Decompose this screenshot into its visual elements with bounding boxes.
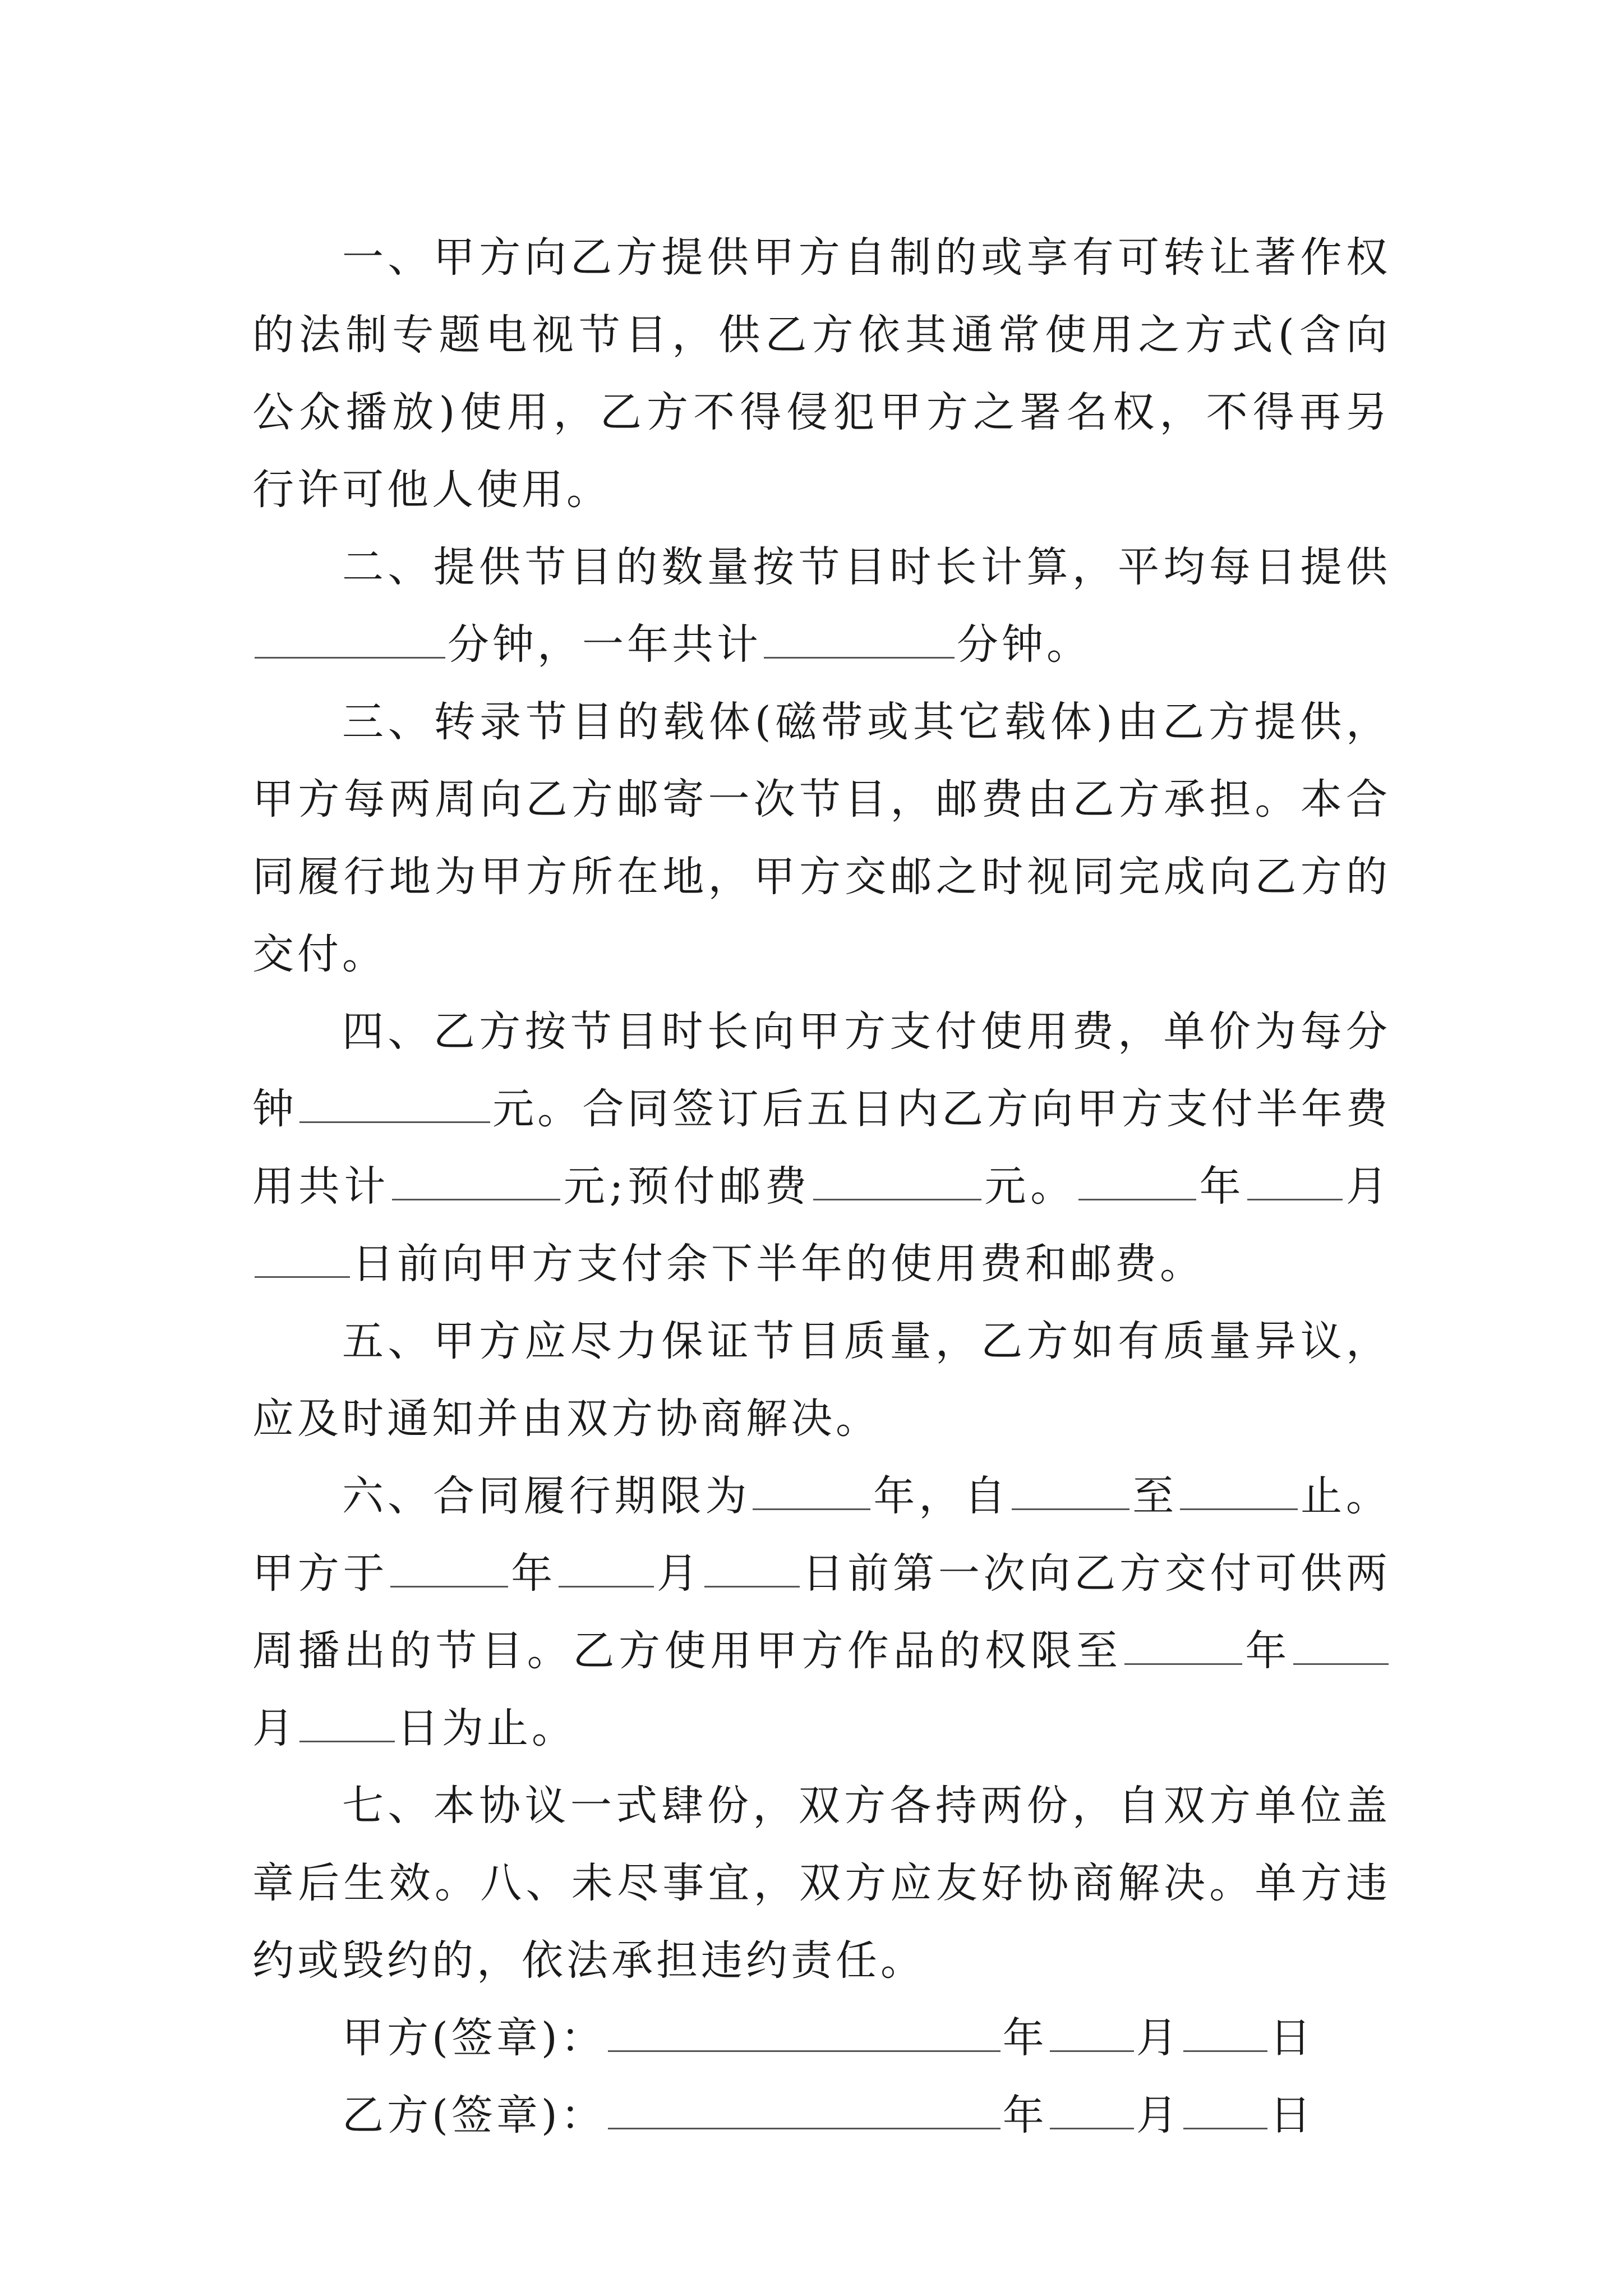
clause-4-text-g: 日前向甲方支付余下半年的使用费和邮费。: [352, 1240, 1205, 1288]
clause-2: [252, 528, 1391, 683]
payment-year-blank: [1078, 1157, 1196, 1200]
clause-2-text-c: 分钟。: [957, 620, 1091, 669]
clause-6-text-i: 月: [252, 1704, 297, 1752]
term-end-blank: [1180, 1467, 1298, 1510]
party-b-year-label: 年: [1002, 2091, 1048, 2139]
clause-4-text-e: 年: [1198, 1162, 1246, 1211]
clause-6-text-d: 止。甲方于: [252, 1472, 1391, 1598]
clause-7: [252, 1767, 1391, 1999]
party-b-month-blank: [1050, 2086, 1134, 2129]
clause-6-text-b: 年，自: [873, 1472, 1010, 1520]
yearly-minutes-blank: [764, 615, 955, 659]
party-a-label: 甲方(签章)：: [342, 2014, 606, 2062]
first-delivery-month-blank: [559, 1544, 654, 1588]
rights-end-month-blank: [1293, 1622, 1389, 1665]
clause-4: [252, 993, 1391, 1303]
party-b-signature-blank: [608, 2086, 1000, 2129]
payment-day-blank: [255, 1235, 350, 1278]
term-years-blank: [753, 1467, 870, 1510]
clause-3: [252, 683, 1391, 993]
clause-6-text-c: 至: [1132, 1472, 1178, 1520]
prepaid-postage-blank: [813, 1157, 981, 1200]
clause-4-text-b: 元。合同签订后五日内乙方向甲方支付半年费用共计: [252, 1085, 1391, 1211]
daily-minutes-blank: [255, 615, 445, 659]
party-b-month-label: 月: [1136, 2091, 1181, 2139]
clause-4-text-f: 月: [1345, 1162, 1391, 1211]
clause-4-text-c: 元;预付邮费: [562, 1162, 811, 1211]
party-a-month-blank: [1050, 2009, 1134, 2052]
party-b-day-blank: [1183, 2086, 1267, 2129]
clause-1: [252, 219, 1391, 528]
clause-1-text: 一、甲方向乙方提供甲方自制的或享有可转让著作权的法制专题电视节目，供乙方依其通常使用之方式(含向公众播放)使用，乙方不得侵犯甲方之署名权，不得再另行许可他人使用。: [252, 233, 1391, 514]
party-a-month-label: 月: [1136, 2014, 1181, 2062]
clause-6-text-g: 日前第一次向乙方交付可供两周播出的节目。乙方使用甲方作品的权限至: [252, 1549, 1391, 1675]
party-a-year-label: 年: [1002, 2014, 1048, 2062]
clause-4-text-d: 元。: [983, 1162, 1076, 1211]
half-year-fee-blank: [392, 1157, 560, 1200]
party-a-day-label: 日: [1269, 2014, 1315, 2062]
clause-7-text: 七、本协议一式肆份，双方各持两份，自双方单位盖章后生效。八、未尽事宜，双方应友好协商解决。单方违约或毁约的，依法承担违约责任。: [252, 1782, 1391, 1985]
clause-4-text-a: 四、乙方按节目时长向甲方支付使用费，单价为每分钟: [252, 1007, 1391, 1133]
contract-body: [252, 219, 1391, 2154]
clause-2-text-b: 分钟，一年共计: [448, 620, 762, 669]
party-b-signature-row: [252, 2077, 1391, 2154]
first-delivery-year-blank: [390, 1544, 508, 1588]
party-b-day-label: 日: [1269, 2091, 1315, 2139]
party-a-day-blank: [1183, 2009, 1267, 2052]
payment-month-blank: [1247, 1157, 1343, 1200]
clause-2-text-a: 二、提供节目的数量按节目时长计算，平均每日提供: [342, 543, 1391, 591]
first-delivery-day-blank: [704, 1544, 800, 1588]
clause-3-text: 三、转录节目的载体(磁带或其它载体)由乙方提供，甲方每两周向乙方邮寄一次节目，邮费由乙方承担。本合同履行地为甲方所在地，甲方交邮之时视同完成向乙方的交付。: [252, 698, 1391, 978]
unit-price-blank: [299, 1080, 490, 1123]
clause-5: [252, 1303, 1391, 1457]
clause-6-text-j: 日为止。: [397, 1704, 577, 1752]
term-start-blank: [1012, 1467, 1129, 1510]
clause-6: [252, 1457, 1391, 1767]
rights-end-day-blank: [299, 1699, 395, 1742]
party-b-label: 乙方(签章)：: [342, 2091, 606, 2139]
party-a-signature-row: [252, 1999, 1391, 2077]
rights-end-year-blank: [1124, 1622, 1242, 1665]
clause-6-text-e: 年: [510, 1549, 557, 1598]
clause-5-text: 五、甲方应尽力保证节目质量，乙方如有质量异议，应及时通知并由双方协商解决。: [252, 1317, 1391, 1443]
party-a-signature-blank: [608, 2009, 1000, 2052]
clause-6-text-a: 六、合同履行期限为: [342, 1472, 751, 1520]
clause-6-text-f: 月: [656, 1549, 702, 1598]
clause-6-text-h: 年: [1244, 1627, 1292, 1675]
